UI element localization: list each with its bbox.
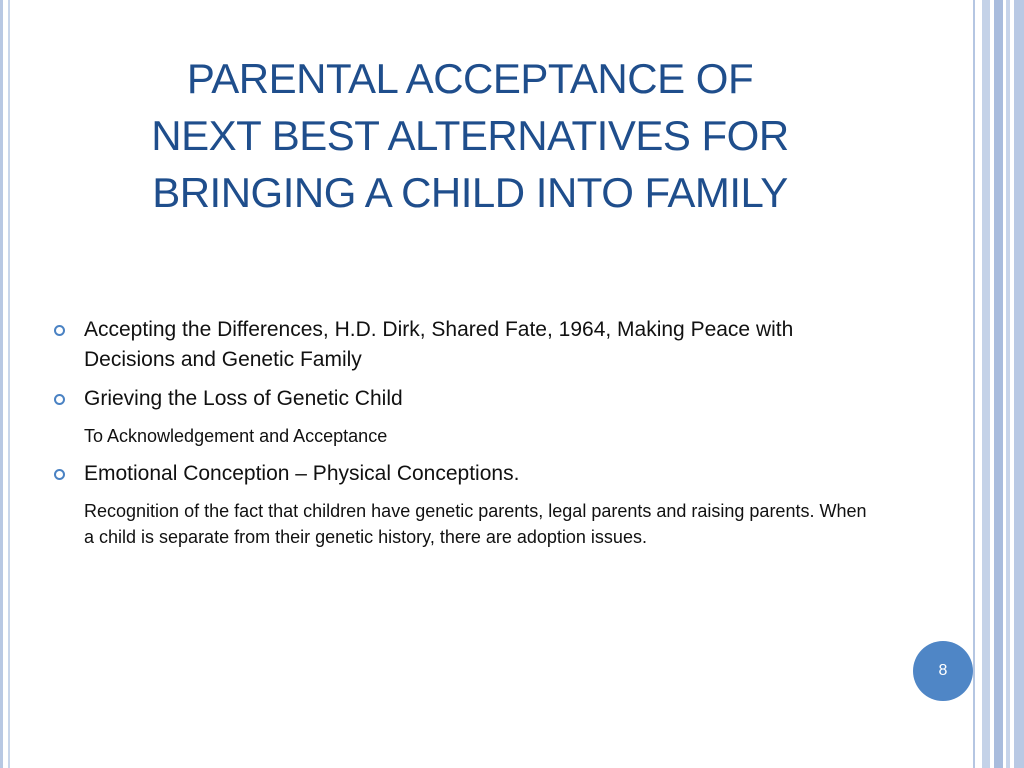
right-edge-stripe (1006, 0, 1010, 768)
bullet-item (52, 384, 872, 414)
right-edge-stripe (994, 0, 1003, 768)
right-edge-stripe (973, 0, 975, 768)
bullet-item (52, 459, 872, 489)
title-line: BRINGING A CHILD INTO FAMILY (152, 169, 788, 216)
bullet-text: Accepting the Differences, H.D. Dirk, Shared Fate, 1964, Making Peace with Decisions and Genetic Family (84, 318, 794, 371)
title-line: NEXT BEST ALTERNATIVES FOR (151, 112, 789, 159)
page-number-badge (913, 641, 973, 701)
bullet-icon (54, 394, 65, 405)
bullet-icon (54, 469, 65, 480)
slide-title (50, 50, 890, 221)
right-edge-stripe (982, 0, 990, 768)
left-edge-stripe (8, 0, 10, 768)
bullet-text: Grieving the Loss of Genetic Child (84, 387, 403, 410)
right-edge-stripe (1014, 0, 1024, 768)
bullet-item (52, 315, 872, 375)
bullet-text: Emotional Conception – Physical Conceptions. (84, 462, 520, 485)
bullet-list (52, 315, 872, 560)
page-number: 8 (938, 662, 948, 679)
left-edge-stripe (0, 0, 3, 768)
sub-bullet-text: To Acknowledgement and Acceptance (84, 426, 388, 446)
sub-bullet-text: Recognition of the fact that children have genetic parents, legal parents and raising parents. When a child is separate from their genetic history, there are adoption issues. (84, 501, 867, 547)
bullet-icon (54, 325, 65, 336)
title-line: PARENTAL ACCEPTANCE OF (186, 55, 754, 102)
